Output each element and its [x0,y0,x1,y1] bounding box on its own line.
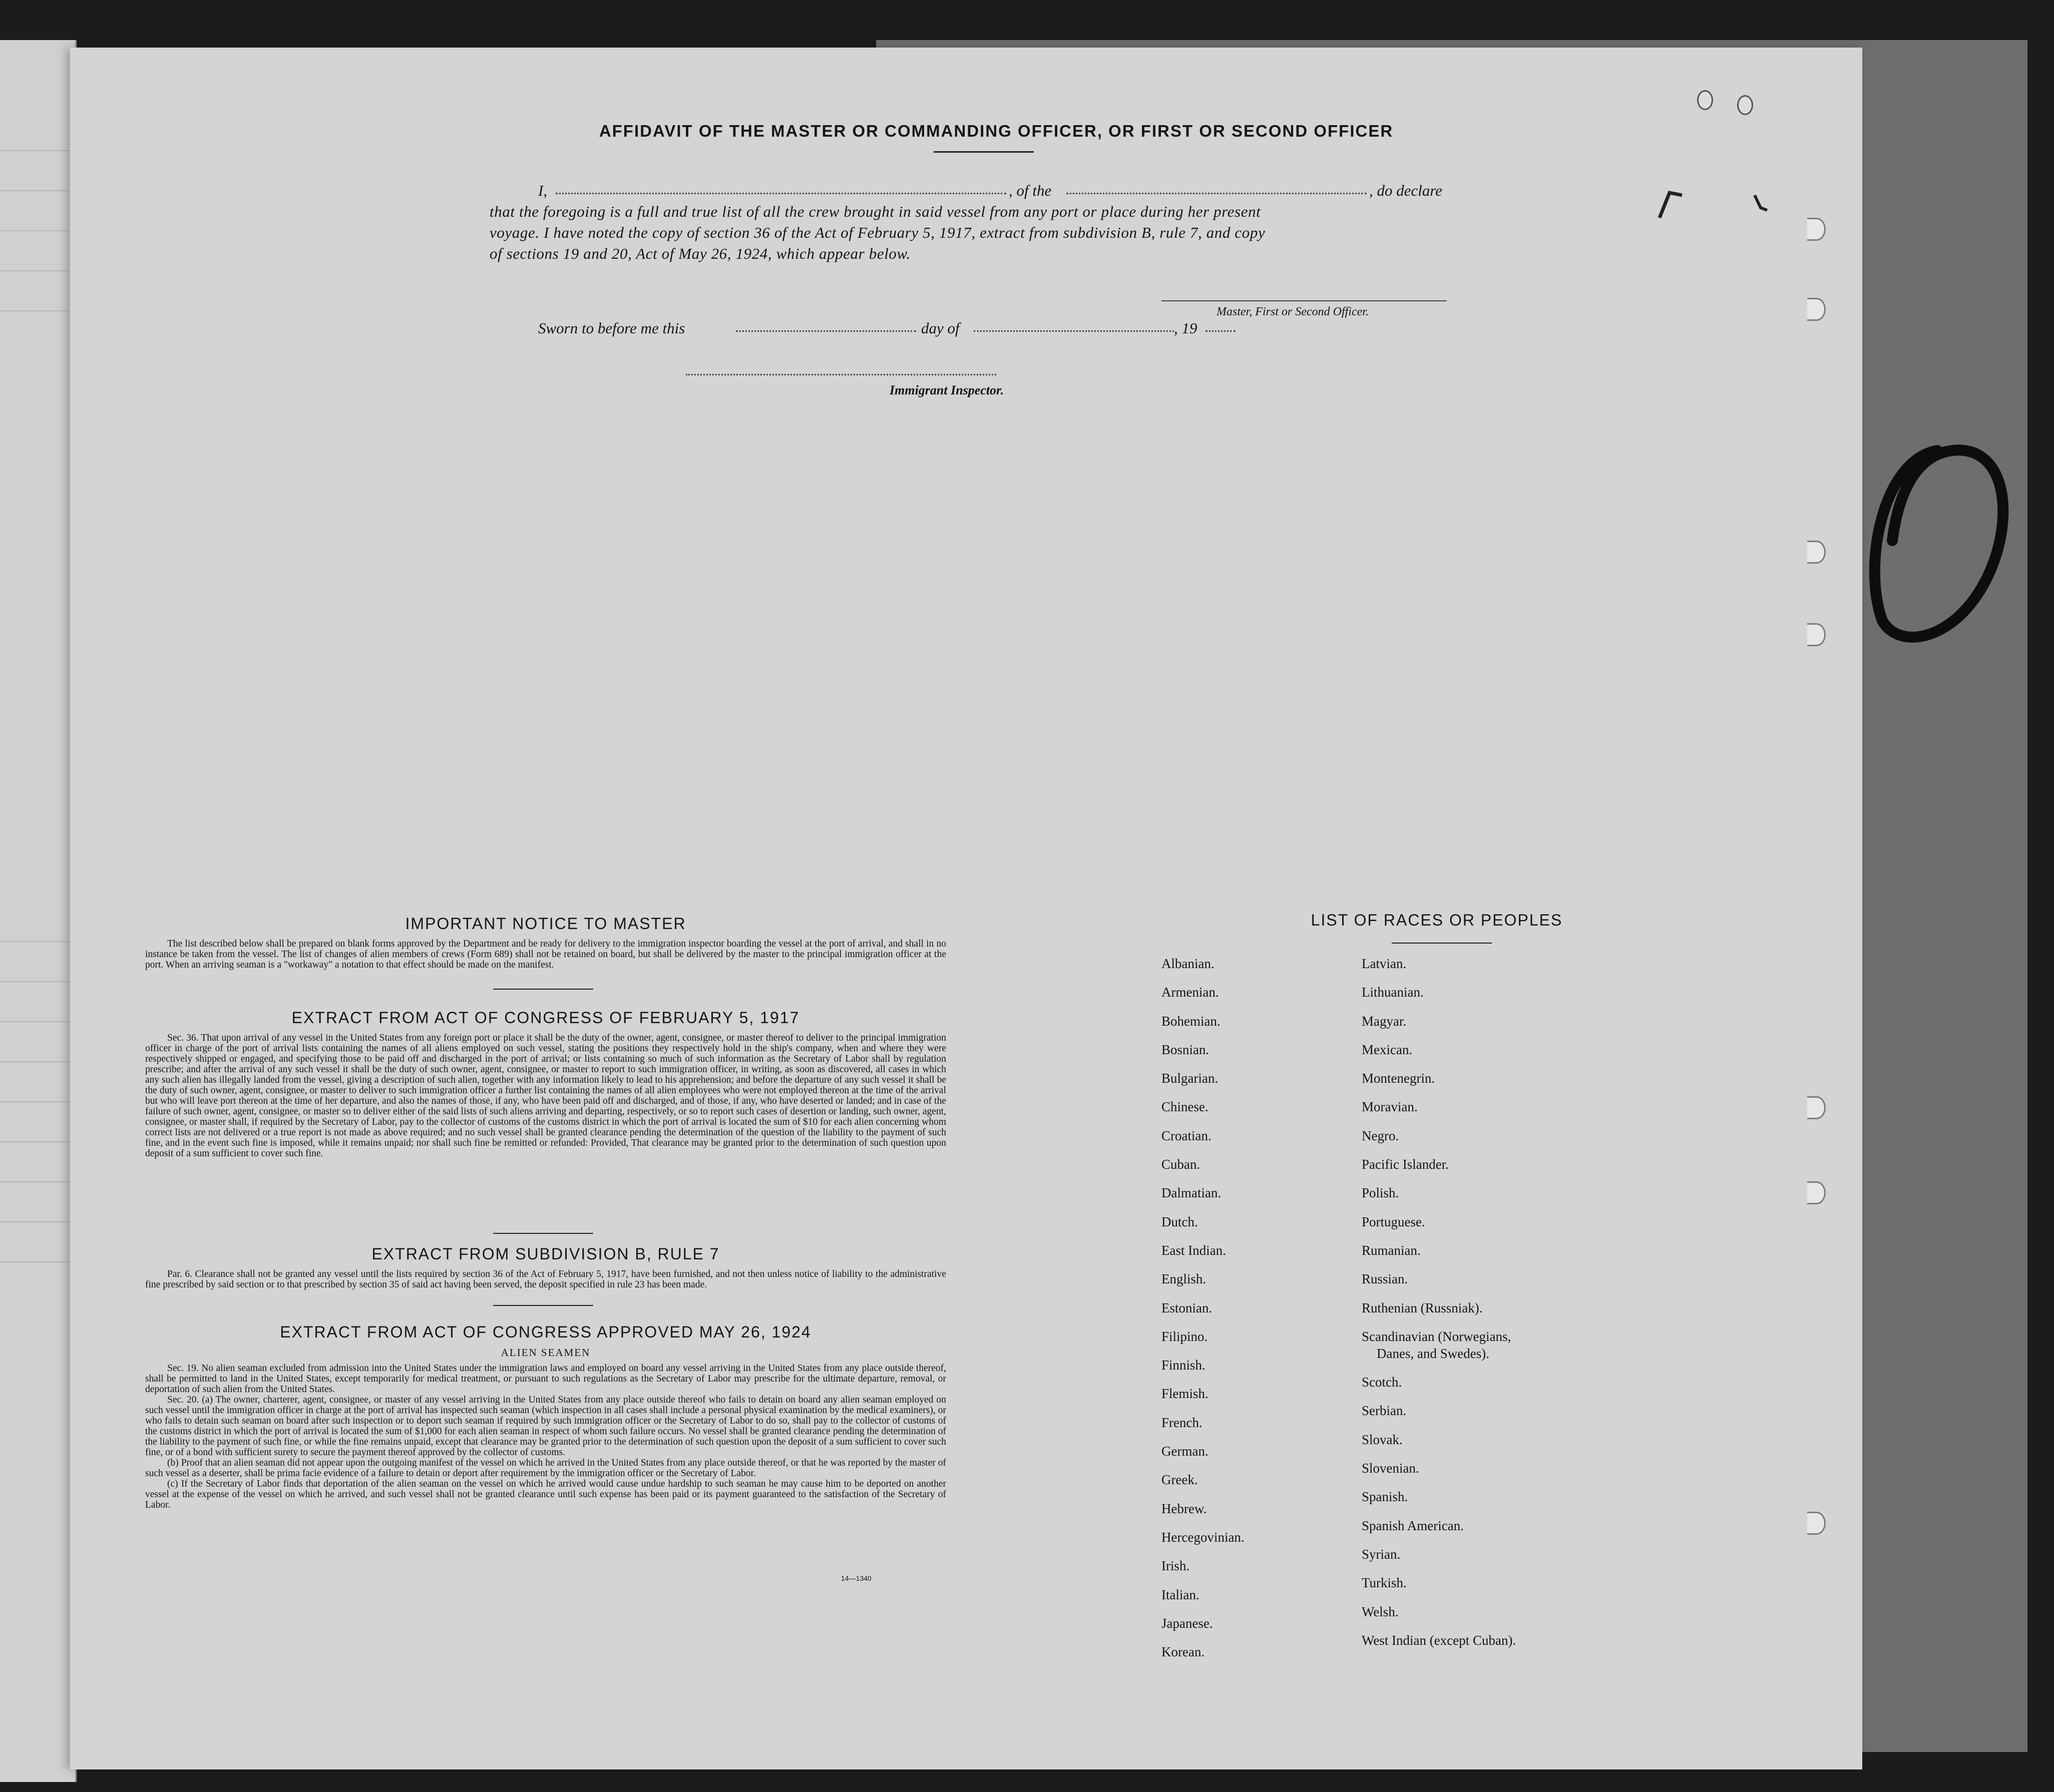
race-item: Negro. [1362,1128,1399,1143]
race-item: Pacific Islander. [1362,1157,1449,1172]
inspector-signature-line[interactable] [686,374,996,375]
race-item: East Indian. [1161,1242,1226,1258]
alien-seamen-subheading: ALIEN SEAMEN [501,1347,591,1359]
race-item: Scandinavian (Norwegians, [1362,1328,1511,1344]
race-item: Cuban. [1161,1157,1200,1172]
race-item: Portuguese. [1362,1214,1425,1229]
race-item: Rumanian. [1362,1242,1421,1258]
inspector-label: Immigrant Inspector. [890,383,1004,397]
race-item: Korean. [1161,1644,1205,1660]
race-item: Lithuanian. [1362,985,1424,1000]
extract-rule7-heading: EXTRACT FROM SUBDIVISION B, RULE 7 [371,1245,720,1263]
race-item: Welsh. [1362,1604,1399,1619]
race-item: Slovak. [1362,1432,1403,1447]
race-item: Hercegovinian. [1161,1529,1245,1545]
sec19-paragraph: Sec. 19. No alien seaman excluded from admission into the United States under the immigration laws and employed on board any vessel arriving in the United States from any place outside thereof, shall be permitted to land in the United States, except temporarily for medical treatment, or pursuant to such regulations as the Secretary of Labor may prescribe for the ultimate departure, removal, or deportation of such alien from the United States. [145,1363,946,1395]
race-item: Moravian. [1362,1099,1418,1115]
section-rule [493,989,593,990]
race-item: Flemish. [1161,1386,1208,1402]
notice-text [145,939,946,970]
do-declare-label: , do declare [1369,182,1443,199]
race-item: Chinese. [1161,1099,1208,1115]
form-number: 14—1340 [841,1574,872,1582]
punch-hole [1807,541,1826,564]
sec36-paragraph: Sec. 36. That upon arrival of any vessel in the United States from any foreign port or place it shall be the duty of the owner, agent, consignee, or master thereof to deliver to the principal immigration officer in charge of the port of arrival lists containing the names of all aliens employed on such vessel, stating the positions they respectively hold in the ship's company, when and where they were respectively shipped or engaged, and specifying those to be paid off and discharged in the port of arrival; or lists containing so much of such information as the Secretary of Labor shall by regulation prescribe; and after the arrival of any such vessel it shall be the duty of such owner, agent, consignee, or master to report to such immigration officer, in writing, as soon as discovered, all cases in which any such alien has illegally landed from the vessel, giving a description of such alien, together with any information likely to lead to his apprehension; and before the departure of any such vessel it shall be the duty of such owner, agent, consignee, or master to deliver to such immigration officer a further list containing the names of all alien employees who were not employed thereon at the time of the arrival but who will leave port thereon at the time of her departure, and also the names of those, if any, who have been paid off and discharged, and of those, if any, who have deserted or landed; and in case of the failure of such owner, agent, consignee, or master so to deliver either of the said lists of such aliens arriving and departing, respectively, or so to report such cases of desertion or landing, such owner, agent, consignee, or master shall, if required by the Secretary of Labor, pay to the collector of customs of the customs district in which the port of arrival is located the sum of $10 for each alien concerning whom correct lists are not delivered or a true report is not made as above required; and no such vessel shall be granted clearance pending the determination of the question of the liability to the payment of such fine, and in the event such fine is imposed, while it remains unpaid; nor shall such fine be remitted or refunded: Provided, That clearance may be granted prior to the determination of such question upon deposit of a sum sufficient to cover such fine. [145,1033,946,1159]
punch-hole [1737,95,1753,115]
race-item: Dutch. [1161,1214,1198,1229]
race-item: Armenian. [1161,985,1219,1000]
punch-hole [1807,1181,1826,1204]
heading-rule [934,151,1034,153]
extract-1917-heading: EXTRACT FROM ACT OF CONGRESS OF FEBRUARY 5, 1917 [291,1009,800,1027]
vessel-field-line[interactable] [1066,193,1367,194]
year-label: , 19 [1174,319,1197,337]
extract-1924-text [145,1363,946,1510]
sec20b-paragraph: (b) Proof that an alien seaman did not appear upon the outgoing manifest of the vessel on which he arrived in the United States from any place outside thereof, or that he was reported by the master of such vessel as a deserter, shall be prima facie evidence of a failure to detain or deport after requirement by the immigration officer or the Secretary of Labor. [145,1458,946,1479]
of-the-label: , of the [1009,182,1052,199]
race-item: Croatian. [1161,1128,1211,1143]
handwritten-zero-mark [1852,440,2017,651]
punch-hole [1697,90,1713,110]
master-signature-label: Master, First or Second Officer. [1216,305,1369,318]
race-item: Italian. [1161,1587,1199,1602]
section-rule [493,1305,593,1306]
race-item: Montenegrin. [1362,1071,1435,1086]
race-item: French. [1161,1415,1202,1430]
race-item: Mexican. [1362,1042,1413,1057]
document-page [70,48,1862,1769]
race-item: English. [1161,1271,1206,1287]
extract-1924-heading: EXTRACT FROM ACT OF CONGRESS APPROVED MAY 26, 1924 [280,1323,811,1341]
punch-hole [1807,298,1826,321]
race-item: Bulgarian. [1161,1071,1218,1086]
race-item: German. [1161,1444,1208,1459]
extract-1917-text [145,1033,946,1159]
sworn-year-line[interactable] [1205,330,1236,332]
left-page-edge [0,40,77,1782]
race-item: Filipino. [1161,1328,1208,1344]
affidavit-i-label: I, [538,182,548,199]
races-list [1161,956,1712,1727]
sec20c-paragraph: (c) If the Secretary of Labor finds that deportation of the alien seaman on the vessel on which he arrived would cause undue hardship to such seaman he may cause him to be deported on another vessel at the expense of the vessel on which he arrived, and such vessel shall not be granted clearance until such expense has been paid or its payment guaranteed to the satisfaction of the Secretary of Labor. [145,1479,946,1510]
race-item: Russian. [1362,1271,1408,1287]
extract-rule7-text [145,1269,946,1290]
statement-line: that the foregoing is a full and true list of all the crew brought in said vessel from any port or place during her present [490,203,1261,220]
race-item: Spanish American. [1362,1518,1464,1533]
race-item: Magyar. [1362,1013,1407,1029]
race-item: Ruthenian (Russniak). [1362,1300,1483,1315]
statement-line: voyage. I have noted the copy of section 36 of the Act of February 5, 1917, extract from subdivision B, rule 7, and copy [490,224,1266,241]
race-item: Greek. [1161,1472,1198,1488]
race-item: Hebrew. [1161,1501,1207,1516]
race-item: Dalmatian. [1161,1185,1221,1201]
races-heading: LIST OF RACES OR PEOPLES [1311,911,1563,929]
race-item: Estonian. [1161,1300,1212,1315]
punch-hole [1807,1096,1826,1119]
name-field-line[interactable] [556,193,1006,194]
par6-paragraph: Par. 6. Clearance shall not be granted any vessel until the lists required by section 36 of the Act of February 5, 1917, have been furnished, and not then unless notice of liability to the administrative fine prescribed by said section or to that prescribed by section 35 of said act having been served, the deposit specified in rule 23 has been made. [145,1269,946,1290]
sworn-label: Sworn to before me this [538,319,685,337]
punch-hole [1807,623,1826,646]
pen-mark [1650,183,1780,233]
punch-hole [1807,218,1826,241]
race-item: Serbian. [1362,1403,1407,1419]
sworn-month-line[interactable] [974,330,1174,332]
race-item: Scotch. [1362,1375,1402,1390]
race-item: Irish. [1161,1558,1190,1574]
punch-hole [1807,1512,1826,1535]
race-item: Turkish. [1362,1575,1407,1591]
race-item: West Indian (except Cuban). [1362,1632,1516,1648]
race-item: Polish. [1362,1185,1399,1201]
notice-heading: IMPORTANT NOTICE TO MASTER [405,915,686,933]
race-item: Slovenian. [1362,1461,1419,1476]
races-left-column [1161,956,1245,1673]
heading-rule [1392,943,1492,944]
sworn-day-line[interactable] [736,330,916,332]
race-item: Danes, and Swedes). [1377,1346,1489,1361]
notice-paragraph: The list described below shall be prepared on blank forms approved by the Department and be ready for delivery to the immigration inspector boarding the vessel at the port of arrival, and shall in no instance be taken from the vessel. The list of changes of alien members of crews (Form 689) shall not be retained on board, but shall be delivered by the master to the principal immigration officer at the port. When an arriving seaman is a "workaway" a notation to that effect should be made on the manifest. [145,939,946,970]
section-rule [493,1233,593,1234]
race-item: Bohemian. [1161,1013,1220,1029]
race-item: Latvian. [1362,956,1407,971]
statement-line: of sections 19 and 20, Act of May 26, 1924, which appear below. [490,245,911,262]
races-right-column [1362,956,1516,1661]
race-item: Finnish. [1161,1358,1205,1373]
race-item: Bosnian. [1161,1042,1209,1057]
affidavit-heading: AFFIDAVIT OF THE MASTER OR COMMANDING OFFICER, OR FIRST OR SECOND OFFICER [599,122,1394,140]
race-item: Albanian. [1161,956,1214,971]
race-item: Syrian. [1362,1546,1401,1562]
race-item: Japanese. [1161,1615,1213,1631]
day-of-label: day of [921,319,960,337]
race-item: Spanish. [1362,1489,1408,1505]
sec20a-paragraph: Sec. 20. (a) The owner, charterer, agent, consignee, or master of any vessel arriving in the United States from any place outside thereof who fails to detain on board any alien seaman employed on such vessel until the immigration officer in charge at the port of arrival has inspected such seaman (which inspection in all cases shall include a personal physical examination by the medical examiners), or who fails to detain such seaman on board after such inspection or to deport such seaman if required by such immigration officer or the Secretary of Labor to do so, shall pay to the collector of customs of the customs district in which the port of arrival is located the sum of $1,000 for each alien seaman in respect of whom such failure occurs. No vessel shall be granted clearance pending the determination of the liability to the payment of such fine, or while the fine remains unpaid, except that clearance may be granted prior to the determination of such question upon the deposit of a sum sufficient to cover such fine, or of a bond with sufficient surety to secure the payment thereof approved by the collector of customs. [145,1395,946,1458]
master-signature-line[interactable] [1161,300,1447,301]
